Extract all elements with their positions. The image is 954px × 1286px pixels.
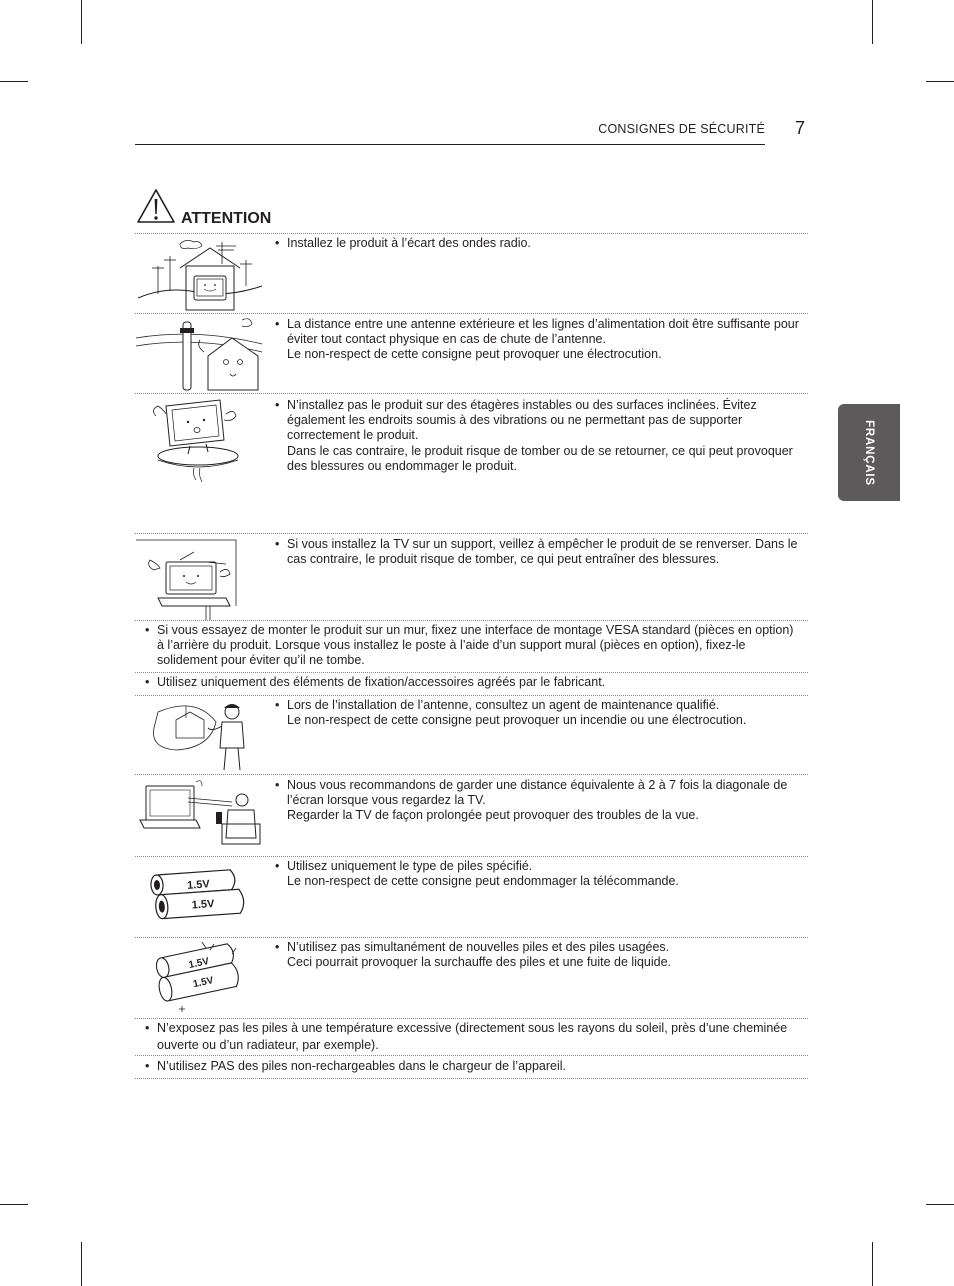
bullet: • — [145, 1021, 150, 1035]
divider — [135, 313, 808, 314]
header-rule — [135, 144, 765, 145]
language-tab — [838, 404, 900, 501]
bullet: • — [275, 537, 280, 551]
page-number: 7 — [795, 118, 806, 138]
divider — [135, 233, 808, 234]
divider — [135, 1018, 808, 1019]
bullet: • — [275, 859, 280, 873]
battery-label: 1.5V — [191, 898, 215, 912]
item-text: Si vous installez la TV sur un support, veillez à empêcher le produit de se renverser. Dans le cas contraire, le produit risque de tomber, ce qui peut entraîner des blessures. — [287, 537, 798, 567]
section-title: CONSIGNES DE SÉCURITÉ — [598, 122, 765, 136]
divider — [135, 695, 808, 696]
safety-item — [145, 1020, 795, 1054]
divider — [135, 1078, 808, 1079]
tv-stand-illustration — [136, 536, 264, 620]
crop-mark — [81, 1242, 82, 1286]
radio-waves-illustration — [136, 236, 264, 312]
batteries-illustration — [136, 864, 264, 932]
bullet: • — [275, 698, 280, 712]
crop-mark — [926, 1204, 954, 1205]
item-text: Le non-respect de cette consigne peut provoquer un incendie ou une électrocution. — [287, 713, 747, 728]
crop-mark — [872, 0, 873, 44]
item-text: Nous vous recommandons de garder une distance équivalente à 2 à 7 fois la diagonale de l’écran lorsque vous regardez la TV. — [287, 778, 788, 808]
divider — [135, 393, 808, 394]
divider — [135, 1055, 808, 1056]
bullet: • — [275, 317, 280, 331]
safety-item — [145, 1059, 795, 1074]
warning-triangle-icon — [135, 187, 177, 225]
bullet: • — [145, 1059, 150, 1073]
safety-item — [275, 940, 805, 970]
crop-mark — [872, 1242, 873, 1286]
divider — [135, 856, 808, 857]
item-text: N’utilisez pas simultanément de nouvelles piles et des piles usagées. — [287, 940, 670, 954]
safety-item — [145, 623, 795, 669]
unstable-shelf-illustration — [136, 396, 264, 486]
divider — [135, 533, 808, 534]
divider — [135, 774, 808, 775]
attention-title: ATTENTION — [181, 210, 272, 227]
item-text: N’utilisez PAS des piles non-rechargeables dans le chargeur de l’appareil. — [157, 1059, 567, 1073]
safety-item — [275, 778, 805, 824]
battery-label: 1.5V — [187, 956, 211, 972]
technician-illustration — [136, 698, 264, 774]
item-text: La distance entre une antenne extérieure et les lignes d’alimentation doit être suffisante pour éviter tout contact physique en cas de chute de l’antenne. — [287, 317, 799, 347]
bullet: • — [275, 398, 280, 412]
safety-item — [145, 675, 795, 690]
item-text: N’exposez pas les piles à une température excessive (directement sous les rayons du soleil, près d’une cheminée ouverte ou d’un radiateur, par exemple). — [157, 1021, 788, 1052]
safety-item — [275, 317, 805, 363]
divider — [135, 937, 808, 938]
divider — [135, 620, 808, 621]
bullet: • — [145, 623, 150, 637]
item-text: N’installez pas le produit sur des étagères instables ou des surfaces inclinées. Évitez également les endroits soumis à des vibrations ou ne permettant pas de supporter correctement le produit. — [287, 398, 757, 443]
item-text: Dans le cas contraire, le produit risque de tomber ou de se retourner, ce qui peut provoquer des blessures ou endommager le produit. — [287, 443, 793, 473]
bullet: • — [275, 940, 280, 954]
crop-mark — [926, 81, 954, 82]
item-text: Installez le produit à l’écart des ondes radio. — [287, 236, 531, 250]
item-text: Utilisez uniquement des éléments de fixation/accessoires agréés par le fabricant. — [157, 675, 606, 689]
bullet: • — [275, 778, 280, 792]
bullet: • — [275, 236, 280, 250]
item-text: Si vous essayez de monter le produit sur un mur, fixez une interface de montage VESA standard (pièces en option) à l’arrière du produit. Lorsque vous installez le poste à l’aide d’un support mural (pièces en option), fixez-le solidement pour éviter qu’il ne tombe. — [157, 623, 794, 668]
crop-mark — [81, 0, 82, 44]
safety-item — [275, 398, 805, 474]
item-text: Le non-respect de cette consigne peut endommager la télécommande. — [287, 874, 679, 889]
item-text: Ceci pourrait provoquer la surchauffe des piles et une fuite de liquide. — [287, 955, 672, 970]
safety-item — [275, 236, 805, 251]
item-text: Regarder la TV de façon prolongée peut provoquer des troubles de la vue. — [287, 808, 699, 823]
bullet: • — [145, 675, 150, 689]
safety-item — [275, 698, 805, 728]
battery-label: 1.5V — [192, 975, 215, 991]
mixed-batteries-illustration — [136, 940, 264, 1014]
language-tab-label: FRANÇAIS — [863, 419, 875, 486]
safety-item — [275, 859, 805, 889]
item-text: Utilisez uniquement le type de piles spécifié. — [287, 859, 533, 873]
battery-label: 1.5V — [186, 878, 211, 892]
viewing-distance-illustration — [136, 778, 264, 856]
divider — [135, 672, 808, 673]
power-line-illustration — [136, 316, 264, 392]
crop-mark — [0, 1204, 28, 1205]
crop-mark — [0, 81, 28, 82]
item-text: Le non-respect de cette consigne peut provoquer une électrocution. — [287, 347, 662, 362]
safety-item — [275, 537, 805, 567]
item-text: Lors de l’installation de l’antenne, consultez un agent de maintenance qualifié. — [287, 698, 720, 712]
